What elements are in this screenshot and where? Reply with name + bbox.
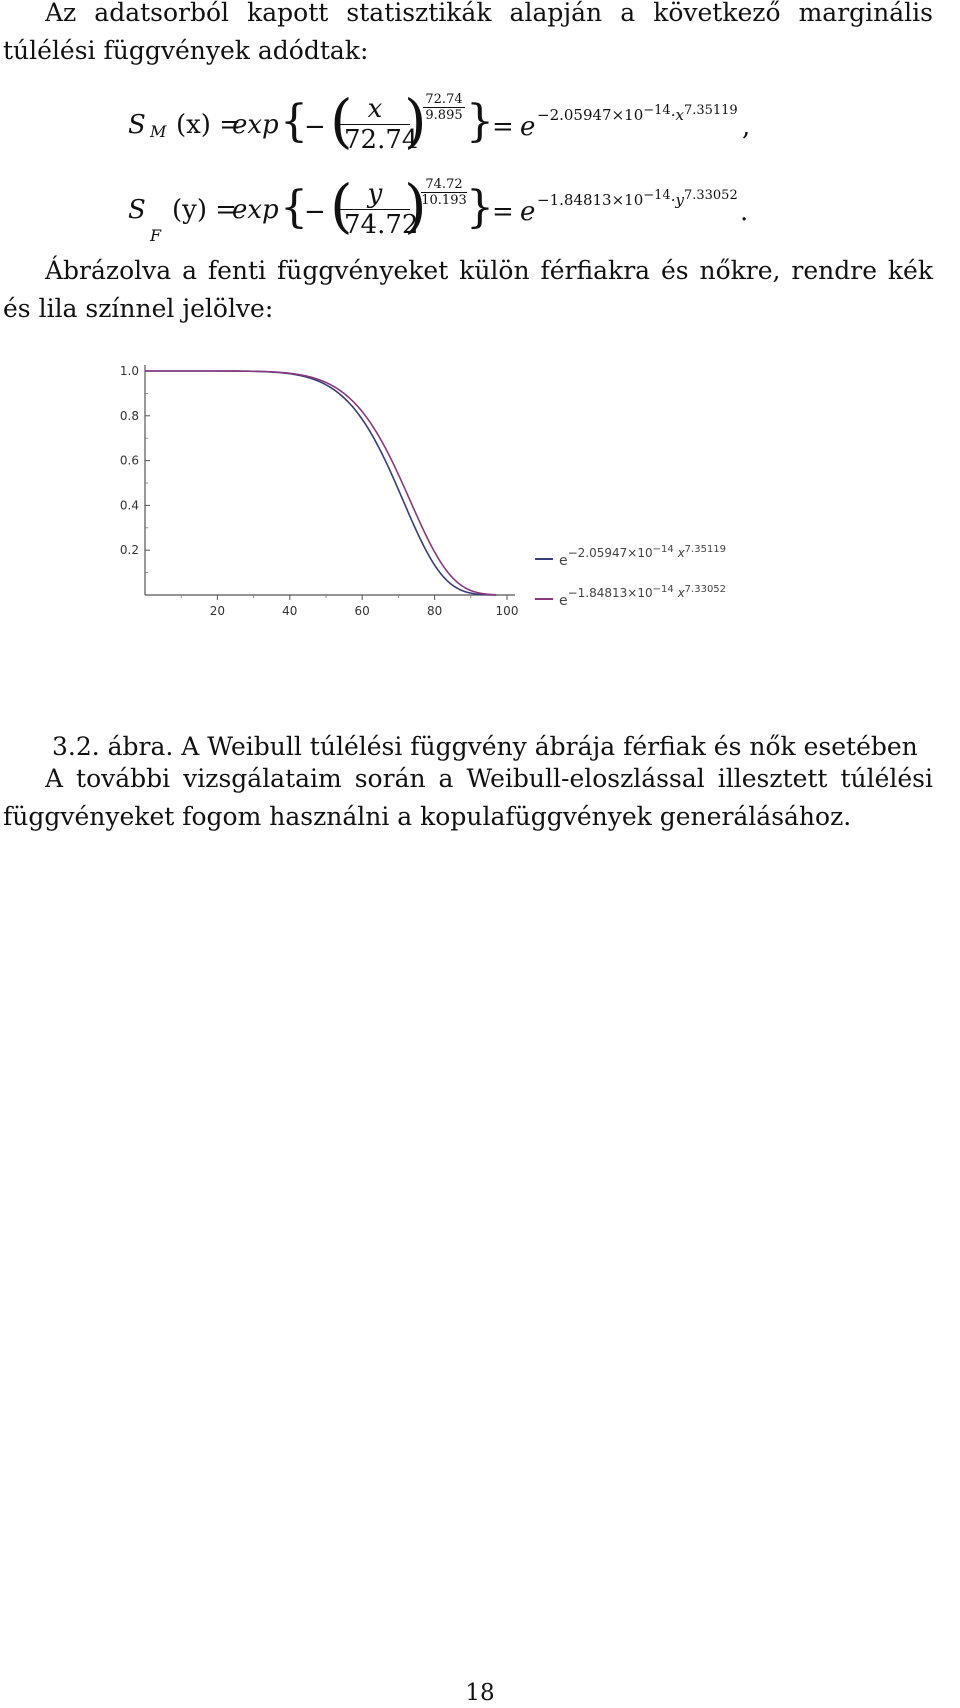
legend-label-female: $e-1.84813\times 10^{-14}$ $x^{7.33052}$ <box>559 584 727 609</box>
male-power-top: 72.74 <box>423 92 465 108</box>
legend-label-male: $e-2.05947\times 10^{-14}$ $x^{7.35119}$ <box>559 544 727 569</box>
male-lhs-arg: (x) = <box>176 110 241 140</box>
female-lhs-sub: F <box>150 226 162 245</box>
female-numerator: y <box>340 179 410 210</box>
male-denominator: 72.74 <box>344 125 419 155</box>
male-right-paren: ) <box>404 87 427 155</box>
female-power-top: 74.72 <box>421 177 467 193</box>
female-exp-word: exp <box>232 195 279 225</box>
y-tick-label: 0.4 <box>119 498 139 513</box>
chart-curves <box>145 371 496 595</box>
y-tick-label: 0.6 <box>119 453 139 468</box>
y-tick-label: 0.8 <box>119 408 139 423</box>
female-exponent: $-1.84813\times 10^{-14}\cdot y^{7.33052}$ <box>537 188 738 209</box>
female-lhs-arg: (y) = <box>172 195 238 225</box>
female-equals: = <box>492 197 514 227</box>
male-lhs-s: S <box>128 110 146 140</box>
figure-caption: 3.2. ábra. A Weibull túlélési függvény ábrája férfiak és nők esetében <box>52 732 918 761</box>
conclusion-paragraph: A további vizsgálataim során a Weibull-eloszlással illesztett túlélési függvényeket fogom használni a kopulafüggvények generálásához. <box>3 764 933 831</box>
x-tick-label: 80 <box>426 604 443 618</box>
plot-intro-paragraph: Ábrázolva a fenti függvényeket külön férfiakra és nőkre, rendre kék és lila színnel jelölve: <box>3 256 933 323</box>
female-minus: − <box>304 197 326 227</box>
male-exponent: $-2.05947\times 10^{-14}\cdot x^{7.35119}$ <box>537 103 738 124</box>
female-end: . <box>740 197 749 227</box>
y-tick-label: 1.0 <box>119 364 139 378</box>
chart-legend <box>535 544 726 609</box>
male-e: e <box>520 112 536 142</box>
female-left-paren: ( <box>330 172 353 240</box>
female-lhs-s: S <box>128 195 146 225</box>
female-left-brace: { <box>280 182 308 233</box>
survival-chart <box>110 355 830 635</box>
female-denominator: 74.72 <box>344 210 419 240</box>
male-minus: − <box>304 112 326 142</box>
male-end: , <box>742 112 751 142</box>
x-tick-label: 60 <box>354 604 370 618</box>
x-tick-label: 100 <box>495 604 519 618</box>
series-line-male <box>145 371 496 595</box>
female-right-brace: } <box>466 182 494 233</box>
intro-paragraph: Az adatsorból kapott statisztikák alapján a következő marginális túlélési függvények adódtak: <box>3 0 933 65</box>
male-fraction <box>340 94 419 155</box>
male-numerator: x <box>340 94 410 125</box>
female-power-bottom: 10.193 <box>421 193 467 208</box>
female-e: e <box>520 197 536 227</box>
page-number: 18 <box>465 1680 495 1706</box>
female-power-fraction <box>421 177 467 208</box>
series-line-female <box>145 371 496 595</box>
chart-axes <box>145 365 515 595</box>
male-left-paren: ( <box>330 87 353 155</box>
x-tick-label: 40 <box>282 604 298 618</box>
chart-ticks <box>120 364 519 618</box>
x-tick-label: 20 <box>209 604 226 618</box>
male-left-brace: { <box>280 96 308 147</box>
male-right-brace: } <box>466 96 494 147</box>
male-power-bottom: 9.895 <box>425 108 463 123</box>
male-lhs-sub: M <box>150 122 167 141</box>
male-equals: = <box>492 112 514 142</box>
male-exp-word: exp <box>232 110 279 140</box>
female-right-paren: ) <box>404 172 427 240</box>
y-tick-label: 0.2 <box>119 543 139 558</box>
female-fraction <box>340 179 419 240</box>
male-power-fraction <box>423 92 465 123</box>
